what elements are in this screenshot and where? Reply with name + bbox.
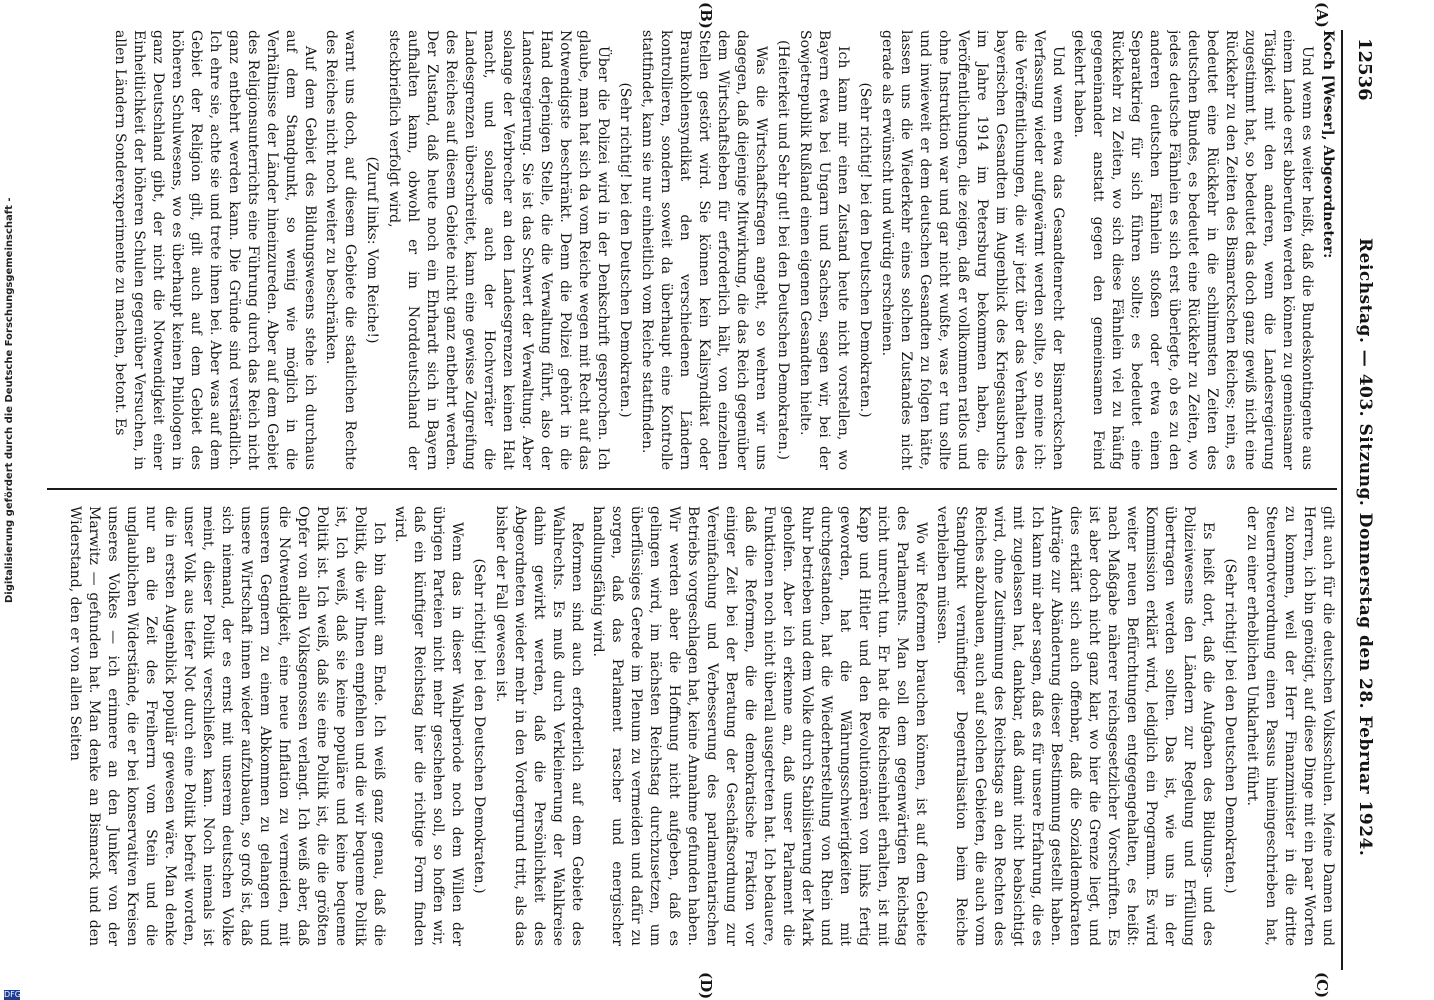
paragraph: gilt auch für die deutschen Volksschulen. Meine Damen und Herren, ich bin genötigt, auf diese Dinge mit ein paar Worten zu kommen, weil der Herr Finanzminister in die dritte Steuernotverordnung einen Passus hineingeschrieben hat, der zu einer erheblichen Unklarheit führt.: [1244, 506, 1336, 946]
paragraph: Ich kann mir einen Zustand heute nicht vorstellen, wo Bayern etwa bei Ungarn und Sachsen, sagen wir, bei der Sowjetrepublik Rußland einen eigenen Gesandten hielte.: [797, 30, 851, 470]
paragraph: Auf dem Gebiet des Bildungswesens stehe ich durchaus auf dem Standpunkt, so wenig wie möglich in die Verhältnisse der Länder hineinzureden. Aber auf dem Gebiet des Religionsunterrichts eine Führung durch das Reich nicht ganz entbehrt werden kann. Die Gründe sind verständlich. Ich ehre sie, achte sie und trete ihnen bei. Aber was auf dem Gebiet der Religion gilt, gilt auch auf dem Gebiet des höheren Schulwesens, wo es überhaupt keinen Philologen in ganz Deutschland gibt, der nicht die Notwendigkeit einer Einheitlichkeit der höheren Schulen gegenüber Versuchen, in allen Ländern Sonderexperimente zu machen, betont. Es: [112, 30, 318, 470]
speaker-name: Koch [Weser], Abgeordneter:: [1320, 30, 1336, 259]
margin-marker-a: (A): [1313, 2, 1331, 28]
interjection: (Zuruf links: Vom Reiche!): [364, 156, 380, 344]
document-page: [25, 0, 1395, 1000]
paragraph: [1318, 30, 1337, 470]
header-rule: [1341, 30, 1343, 970]
interjection: (Sehr richtig! bei den Deutschen Demokraten.): [857, 82, 873, 418]
running-header: [1341, 38, 1377, 966]
interjection: (Sehr richtig! bei den Deutschen Demokraten.): [617, 82, 633, 418]
running-head: Reichstag. — 403. Sitzung. Donnerstag den 28. Februar 1924.: [1355, 238, 1375, 857]
paragraph: Was die Wirtschaftsfragen angeht, so wehren wir uns dagegen, daß diejenige Mitwirkung, die das Reich gegenüber dem Wirtschaftsleben für erforderlich hält, von einzelnen Stellen gestört wird. Sie können kein Kalisyndikat oder Braunkohlensyndikat den verschiedenen Ländern kontrollieren, sondern soweit da überhaupt eine Kontrolle stattfindet, kann sie nur einheitlich vom Reiche stattfinden.: [639, 30, 769, 470]
margin-marker-b: (B): [697, 2, 715, 29]
paragraph: Ich bin damit am Ende. Ich weiß ganz genau, daß die Politik, die wir Ihnen empfehlen und die wir bequeme Politik ist, Ich weiß, daß sie keine populäre und keine bequeme Politik ist. Ich weiß, daß sie eine Politik ist, die die größten Opfer von allen Volksgenossen verlangt. Ich weiß aber, daß die Notwendigkeit, eine neue Inflation zu vermeiden, mit unseren Gegnern zu einem Abkommen zu gelangen und unsere Wirtschaft innen wieder aufzubauen, so groß ist, daß sich niemand, der es ernst mit unserem deutschen Volke meint, dieser Politik verschließen kann. Noch niemals ist unser Volk aus tiefer Not durch eine Politik befreit worden, die in ersten Augenblick populär gewesen wäre. Man denke nur an die Zeit des Freiherrn vom Stein und die unglaublichen Widerstände, die er bei konservativen Kreisen unseres Volkes — ich erinnere an den Junker von der Marwitz — gefunden hat. Man denke an Bismarck und den Widerstand, den er von allen Seiten: [67, 506, 387, 946]
paragraph: Über die Polizei wird in der Denkschrift gesprochen. Ich glaube, man hat sich da vom Reiche wegen mit Recht auf das Notwendigste beschränkt. Denn die Polizei gehört in die Hand derjenigen Stelle, die die Verwaltung führt, also der Landesregierung. Sie ist das Schwert der Verwaltung. Aber solange der Verbrecher an den Landesgrenzen keinen Halt macht, und solange auch der Hochverräter die Landesgrenzen überschreitet, kann eine gewisse Zugreifung des Reiches auf diesem Gebiete nicht ganz entbehrt werden. Der Zustand, daß heute noch ein Ehrhardt sich in Bayern aufhalten kann, obwohl er im Norddeutschland der steckbrieflich verfolgt wird,: [386, 30, 611, 470]
interjection: (Sehr richtig! bei den Deutschen Demokraten.): [1222, 558, 1238, 894]
dfg-logo: DFG: [4, 990, 21, 999]
interjection: (Heiterkeit und Sehr gut! bei den Deutschen Demokraten.): [775, 40, 791, 460]
column-rule: [47, 488, 1337, 490]
paragraph: Es heißt dort, daß die Aufgaben des Bildungs- und des Polizeiwesens den Ländern zur Regelung und Erfüllung übertragen werden sollten. Das ist, wie uns in der Kommission erklärt wird, lediglich ein Programm. Es wird weiter neuen Befürchtungen entgegengehalten, es heißt: nach Maßgabe näherer reichsgesetzlicher Vorschriften. Es ist aber doch nicht ganz klar, wo hier die Grenze liegt, und dies erklärt sich auch offenbar, daß die Sozialdemokraten Anträge zur Abänderung dieser Bestimmung gestellt haben. Ich kann mir aber sagen, daß es für unsere Erfahrung, die es mit zugelassen hat, dankbar, daß damit nicht beabsichtigt wird, ohne Zustimmung des Reichstags an den Rechten des Reiches abzubauen, auch auf solchen Gebieten, die auch vom Standpunkt vernünftiger Degentralisation beim Reiche verbleiben müssen.: [934, 506, 1216, 946]
paragraph: Und wenn etwa das Gesandtenrecht der Bismarckschen Verfassung wieder aufgewärmt werden sollte, so meine ich: die Veröffentlichungen, die wir jetzt über das Verhalten des bayerischen Gesandten im Augenblick des Kriegsausbruchs im Jahre 1914 im Petersburg bekommen haben, die Veröffentlichungen, die zeigen, daß er vollkommen ratlos und ohne Instruktion war und gar nicht wußte, was er tun sollte und inwieweit er dem deutschen Gesandten zu folgen hätte, lassen uns die Wiederkehr eines solchen Zustandes nicht gerade als erwünscht und würdig erscheinen.: [879, 30, 1066, 470]
paragraph: Wenn das in dieser Wahlperiode noch dem Willen der übrigen Parteien nicht mehr geschehen soll, so hoffen wir, daß ein künftiger Reichstag hier die richtige Form finden wird.: [392, 506, 465, 946]
digitization-note: Digitalisierung gefördert durch die Deutsche Forschungsgemeinschaft -: [4, 197, 15, 603]
paragraph: warnt uns doch, auf diesem Gebiete die staatlichen Rechte des Reiches nicht noch weiter zu beschränken.: [323, 30, 358, 470]
margin-marker-c: (C): [1313, 972, 1331, 999]
paragraph: Und wenn es weiter heißt, daß die Bundeskontingente aus einem Lande erst abberufen werden können zu gemeinsamer Tätigkeit mit den anderen, wenn die Landesregierung zugestimmt hat, so bedeutet das doch ganz gewiß nicht eine Rückkehr zu den Zeiten des Bismarckschen Reiches; nein, es bedeutet eine Rückkehr in die schlimmsten Zeiten des deutschen Bundes, es bedeutet eine Rückkehr zu Zeiten, wo jedes deutsche Fähnlein es sich erst überlegte, ob es zu den anderen deutschen Fähnlein stoßen oder etwa einen Separatkrieg für sich führen sollte; es bedeutet eine Rückkehr zu Zeiten, wo sich diese Fähnlein viel zu häufig gegeneinander anstatt gegen den gemeinsamen Feind gekehrt haben.: [1071, 30, 1315, 470]
page-number: 12536: [1354, 38, 1375, 101]
interjection: (Sehr richtig! bei den Deutschen Demokraten.): [471, 558, 487, 894]
margin-marker-d: (D): [697, 972, 715, 1000]
right-column: [47, 506, 1337, 946]
paragraph: Reformen sind auch erforderlich auf dem Gebiete des Wahlrechts. Es muß durch Verkleinerung der Wahlkreise dahin gewirkt werden, daß die Persönlichkeit des Abgeordneten wieder mehr in den Vordergrund tritt, als das bisher der Fall gewesen ist.: [493, 506, 585, 946]
left-column: [47, 30, 1337, 470]
paragraph: Wo wir Reformen brauchen können, ist auf dem Gebiete des Parlaments. Man soll dem gegenwärtigen Reichstag nicht unrecht tun. Er hat die Reichseinheit erhalten, ist mit Kapp und Hitler und den Revolutionären von links fertig geworden, hat die Währungsschwierigkeiten mit durchgestanden, hat die Wiederherstellung von Rhein und Ruhr betrieben und dem Volke durch Stabilisierung der Mark geholfen. Aber ich erkenne an, daß unser Parlament die Funktionen noch nicht überall ausgetreten hat. Ich bedauere, daß die Reformen, die die demokratische Fraktion vor einiger Zeit bei der Beratung der Geschäftsordnung zur Vereinfachung und Verbesserung des parlamentarischen Betriebs vorgeschlagen hat, keine Annahme gefunden haben. Wir werden aber die Hoffnung nicht aufgeben, daß es gelingen wird, im nächsten Reichstag durchzusetzen, um überflüssiges Gerede im Plenum zu vermeiden und dafür zu sorgen, daß das Parlament rascher und energischer handlungsfähig wird.: [590, 506, 929, 946]
